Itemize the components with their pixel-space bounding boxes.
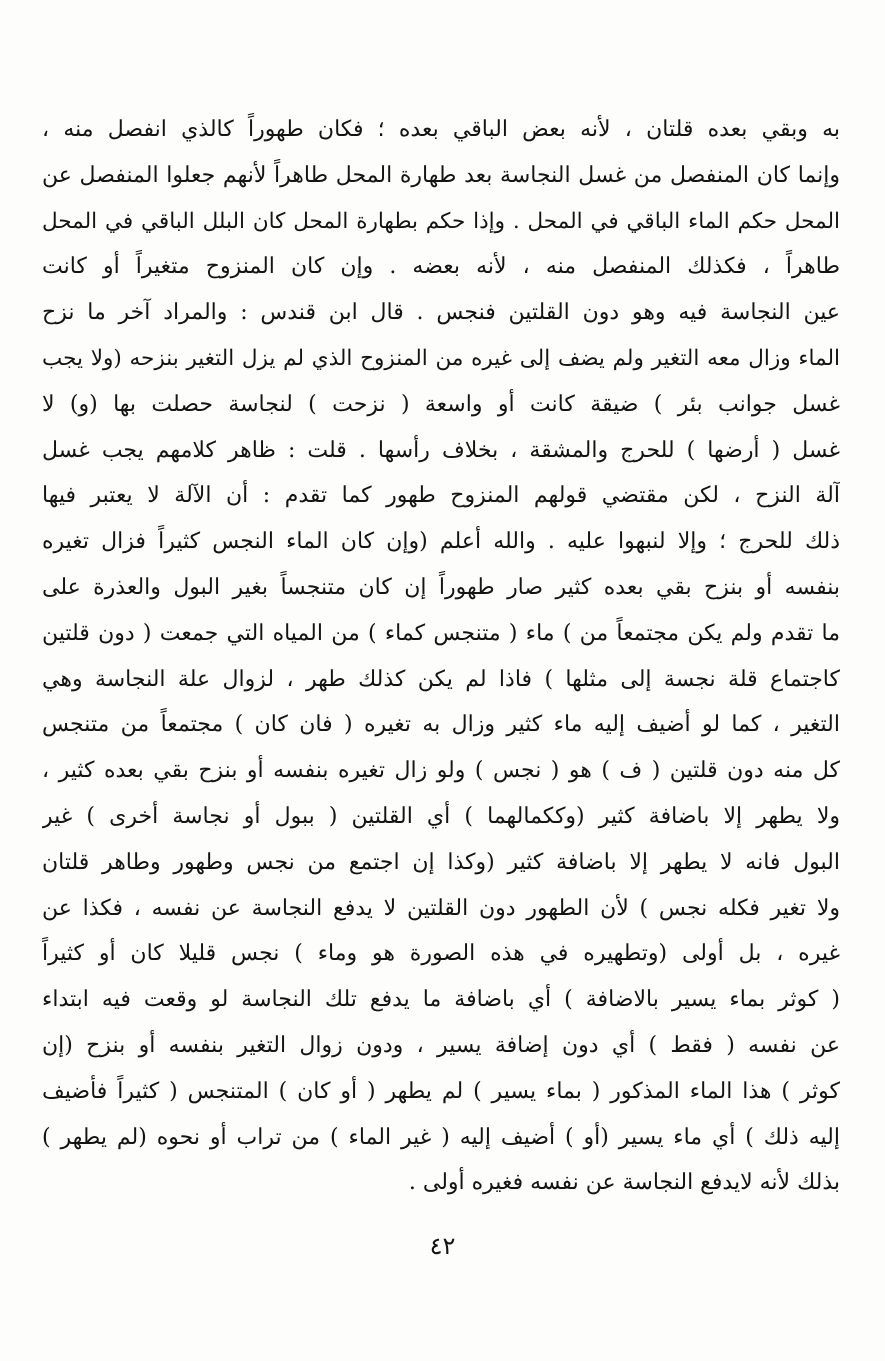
text-line: عن نفسه ( فقط ) أي دون إضافة يسير ، ودون زوال التغير بنفسه أو بنزح (إن [42,1032,840,1058]
text-line: آلة النزح ، لكن مقتضي قولهم المنزوح طهور كما تقدم : أن الآلة لا يعتبر فيها [42,483,840,509]
text-line: ( كوثر بماء يسير بالاضافة ) أي باضافة ما يدفع تلك النجاسة لو وقعت فيه ابتداء [42,987,840,1013]
text-line: غسل ( أرضها ) للحرج والمشقة ، بخلاف رأسها . قلت : ظاهر كلامهم يجب غسل [42,437,840,463]
text-line: طاهراً ، فكذلك المنفصل منه ، لأنه بعضه . وإن كان المنزوح متغيراً أو كانت [42,254,840,280]
text-line: وإنما كان المنفصل من غسل النجاسة بعد طهارة المحل طاهراً لأنهم جعلوا المنفصل عن [42,162,840,188]
text-line: غسل جوانب بئر ) ضيقة كانت أو واسعة ( نزحت ) لنجاسة حصلت بها (و) لا [42,391,840,417]
text-line: غيره ، بل أولى (وتطهيره في هذه الصورة هو وماء ) نجس قليلا كان أو كثيراً [42,941,840,967]
page-number: ٤٢ [429,1232,456,1260]
text-line: بنفسه أو بنزح بقي بعده كثير صار طهوراً إن كان متنجساً بغير البول والعذرة على [42,574,840,600]
text-line: ولا تغير فكله نجس ) لأن الطهور دون القلتين لا يدفع النجاسة عن نفسه ، فكذا عن [42,895,840,921]
text-line: التغير ، كما لو أضيف إليه ماء كثير وزال به تغيره ( فان كان ) مجتمعاً من متنجس [42,712,840,738]
text-line: كاجتماع قلة نجسة إلى مثلها ) فاذا لم يكن كذلك طهر ، لزوال علة النجاسة وهي [42,666,840,692]
text-line: الماء وزال معه التغير ولم يضف إلى غيره من المنزوح الذي لم يزل التغير بنزحه (ولا يجب [42,345,840,371]
text-line: البول فانه لا يطهر إلا باضافة كثير (وكذا إن اجتمع من نجس وطهور وطاهر قلتان [42,849,840,875]
body-text [42,107,840,1206]
text-line: إليه ذلك ) أي ماء يسير (أو ) أضيف إليه ( غير الماء ) من تراب أو نحوه (لم يطهر ) [42,1124,840,1150]
text-line: ذلك للحرج ؛ وإلا لنبهوا عليه . والله أعلم (وإن كان الماء النجس كثيراً فزال تغيره [42,529,840,555]
text-line: المحل حكم الماء الباقي في المحل . وإذا حكم بطهارة المحل كان البلل الباقي في المحل [42,208,840,234]
text-line: بذلك لأنه لايدفع النجاسة عن نفسه فغيره أولى . [408,1170,840,1196]
text-line: كل منه دون قلتين ( ف ) هو ( نجس ) ولو زال تغيره بنفسه أو بنزح بقي بعده كثير ، [42,758,840,784]
text-line: به وبقي بعده قلتان ، لأنه بعض الباقي بعده ؛ فكان طهوراً كالذي انفصل منه ، [42,117,840,142]
text-line: كوثر ) هذا الماء المذكور ( بماء يسير ) لم يطهر ( أو كان ) المتنجس ( كثيراً فأضيف [42,1078,840,1104]
text-line: ولا يطهر إلا باضافة كثير (وككمالهما ) أي القلتين ( ببول أو نجاسة أخرى ) غير [42,803,840,829]
text-line: عين النجاسة فيه وهو دون القلتين فنجس . قال ابن قندس : والمراد آخر ما نزح [42,300,840,326]
text-line: ما تقدم ولم يكن مجتمعاً من ) ماء ( متنجس كماء ) من المياه التي جمعت ( دون قلتين [42,620,840,646]
